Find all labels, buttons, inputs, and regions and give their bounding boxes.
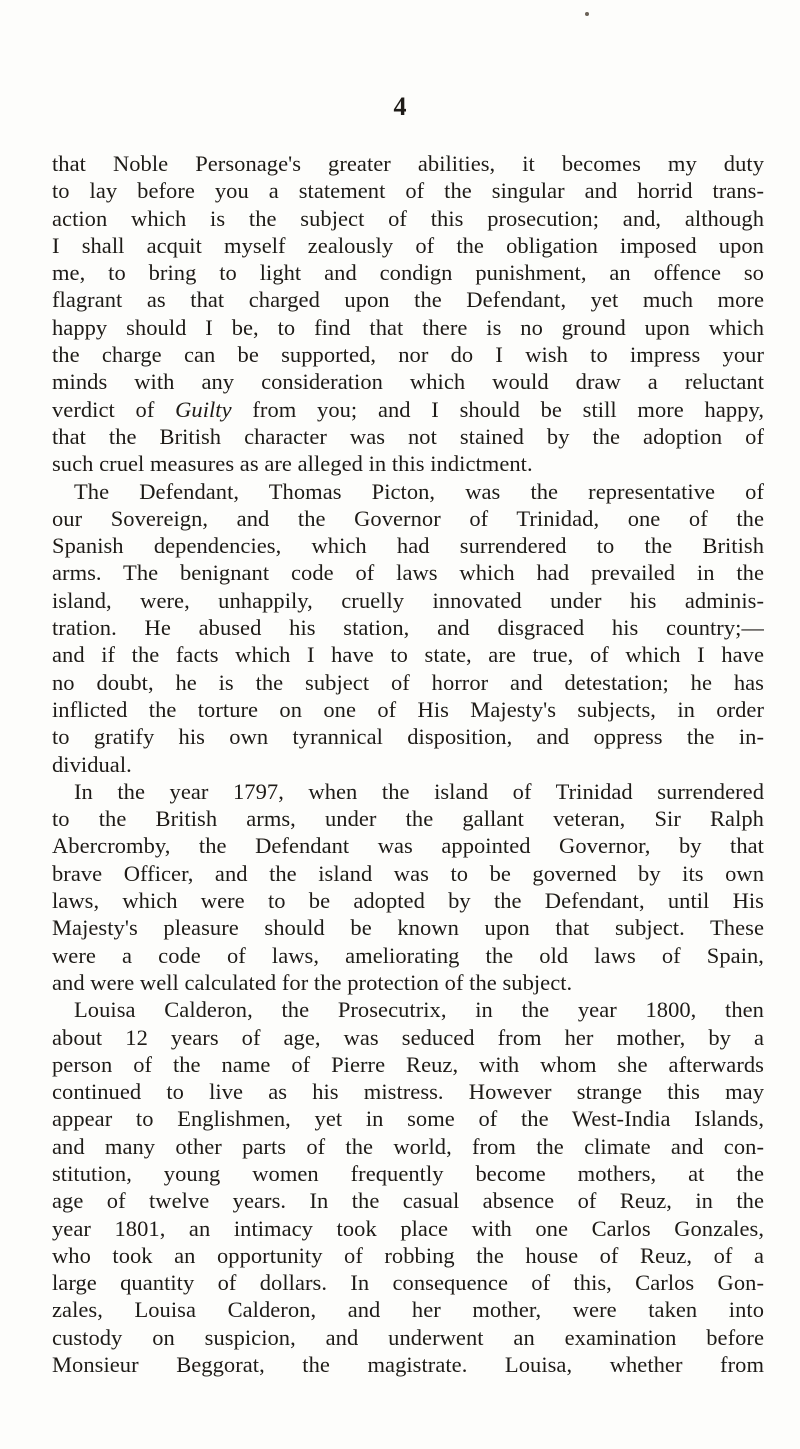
text-line: our Sovereign, and the Governor of Trinidad, one of the [52, 505, 764, 531]
text-line: to lay before you a statement of the singular and horrid trans- [52, 178, 764, 204]
text-line: and were well calculated for the protection of the subject. [52, 969, 573, 995]
text-line: brave Officer, and the island was to be governed by its own [52, 860, 764, 886]
text-line: Spanish dependencies, which had surrendered to the British [52, 533, 764, 559]
body-text [52, 150, 764, 1378]
text-line: tration. He abused his station, and disgraced his country;— [52, 615, 764, 641]
text-line: Abercromby, the Defendant was appointed Governor, by that [52, 833, 764, 859]
text-line: laws, which were to be adopted by the Defendant, until His [52, 888, 764, 914]
text-line: dividual. [52, 751, 132, 777]
ink-speck [585, 12, 589, 16]
text-line: and if the facts which I have to state, are true, of which I have [52, 642, 764, 668]
text-line: flagrant as that charged upon the Defendant, yet much more [52, 287, 764, 313]
text-line: stitution, young women frequently become mothers, at the [52, 1160, 764, 1186]
text-line: that the British character was not stained by the adoption of [52, 423, 764, 449]
text-line: large quantity of dollars. In consequence of this, Carlos Gon- [52, 1270, 764, 1296]
text-line: and many other parts of the world, from the climate and con- [52, 1133, 764, 1159]
text-line: verdict of Guilty from you; and I should be still more happy, [52, 396, 764, 422]
text-line: zales, Louisa Calderon, and her mother, were taken into [52, 1297, 764, 1323]
page-number: 4 [393, 92, 407, 121]
text-line: Majesty's pleasure should be known upon that subject. These [52, 915, 764, 941]
text-line: to the British arms, under the gallant veteran, Sir Ralph [52, 806, 764, 832]
text-line: age of twelve years. In the casual absence of Reuz, in the [52, 1188, 764, 1214]
text-line: I shall acquit myself zealously of the obligation imposed upon [52, 232, 764, 258]
text-line: about 12 years of age, was seduced from her mother, by a [52, 1024, 764, 1050]
text-line: The Defendant, Thomas Picton, was the representative of [74, 478, 764, 504]
text-line: such cruel measures as are alleged in this indictment. [52, 451, 533, 477]
text-line: arms. The benignant code of laws which had prevailed in the [52, 560, 764, 586]
text-line: inflicted the torture on one of His Majesty's subjects, in order [52, 696, 764, 722]
text-line: year 1801, an intimacy took place with one Carlos Gonzales, [52, 1215, 764, 1241]
text-line: who took an opportunity of robbing the house of Reuz, of a [52, 1242, 764, 1268]
text-line: happy should I be, to find that there is no ground upon which [52, 314, 764, 340]
text-line: minds with any consideration which would draw a reluctant [52, 369, 764, 395]
text-line: were a code of laws, ameliorating the old laws of Spain, [52, 942, 764, 968]
text-line: In the year 1797, when the island of Trinidad surrendered [74, 778, 764, 804]
text-line: person of the name of Pierre Reuz, with whom she afterwards [52, 1051, 764, 1077]
text-line: action which is the subject of this prosecution; and, although [52, 205, 764, 231]
text-line: custody on suspicion, and underwent an examination before [52, 1324, 764, 1350]
text-line: Monsieur Beggorat, the magistrate. Louisa, whether from [52, 1352, 764, 1378]
text-line: continued to live as his mistress. However strange this may [52, 1079, 764, 1105]
text-line: no doubt, he is the subject of horror and detestation; he has [52, 669, 764, 695]
text-line: island, were, unhappily, cruelly innovated under his adminis- [52, 587, 764, 613]
text-line: Louisa Calderon, the Prosecutrix, in the year 1800, then [74, 997, 764, 1023]
text-line: to gratify his own tyrannical disposition, and oppress the in- [52, 724, 764, 750]
text-line: that Noble Personage's greater abilities, it becomes my duty [52, 151, 764, 176]
text-line: me, to bring to light and condign punishment, an offence so [52, 260, 764, 286]
italic-word: Guilty [175, 396, 232, 422]
text-line: the charge can be supported, nor do I wish to impress your [52, 342, 764, 368]
text-line: appear to Englishmen, yet in some of the West-India Islands, [52, 1106, 764, 1132]
